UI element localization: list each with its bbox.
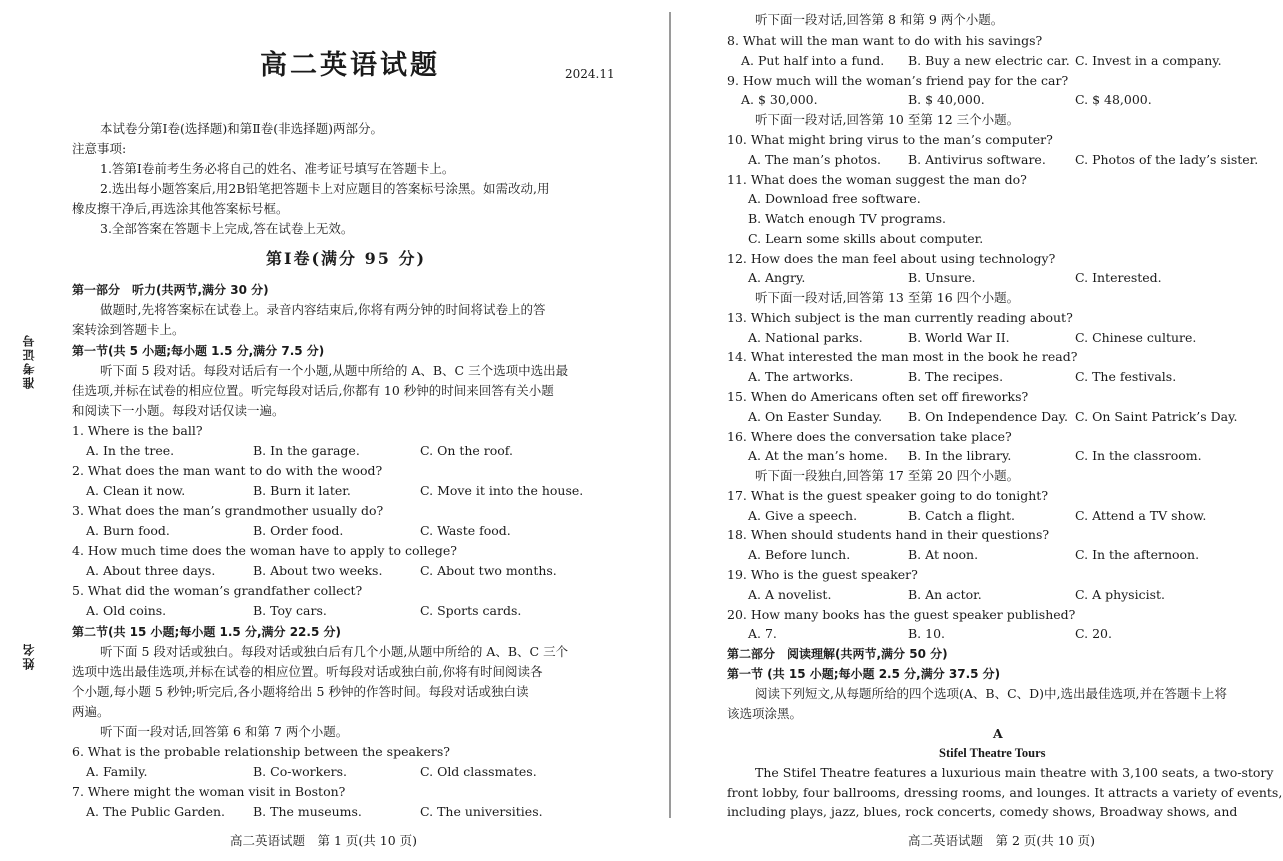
part2-heading: 第二部分 阅读理解(共两节,满分 50 分) bbox=[727, 647, 948, 661]
page-footer: 高二英语试题 第 1 页(共 10 页) bbox=[230, 833, 418, 848]
question-stem: 8. What will the man want to do with his savings? bbox=[727, 33, 1043, 48]
option-b: B. The museums. bbox=[253, 804, 362, 819]
section1-instruction: 佳选项,并标在试卷的相应位置。听完每段对话后,你都有 10 秒钟的时间来回答有关小题 bbox=[72, 383, 554, 398]
option-a: A. Clean it now. bbox=[86, 483, 186, 498]
option-b: B. In the garage. bbox=[253, 443, 360, 458]
section2-instruction: 个小题,每小题 5 秒钟;听完后,各小题将给出 5 秒钟的作答时间。每段对话或独白读 bbox=[72, 684, 529, 699]
question-stem: 20. How many books has the guest speaker published? bbox=[727, 607, 1076, 622]
option-c: C. Invest in a company. bbox=[1075, 53, 1222, 68]
section2-heading: 第二节(共 15 小题;每小题 1.5 分,满分 22.5 分) bbox=[72, 625, 341, 639]
question-stem: 17. What is the guest speaker going to do tonight? bbox=[727, 488, 1049, 503]
option-a: A. On Easter Sunday. bbox=[748, 409, 883, 424]
option-a: A. About three days. bbox=[86, 563, 216, 578]
question-stem: 3. What does the man’s grandmother usually do? bbox=[72, 503, 384, 518]
option-a: A. Before lunch. bbox=[748, 547, 851, 562]
volume-title: 第Ⅰ卷(满分 95 分) bbox=[266, 249, 427, 268]
option-c: C. Sports cards. bbox=[420, 603, 522, 618]
passage-line: front lobby, four ballrooms, dressing rooms, and lounges. It attracts a variety of events, bbox=[727, 785, 1283, 800]
section1-instruction: 听下面 5 段对话。每段对话后有一个小题,从题中所给的 A、B、C 三个选项中选出最 bbox=[100, 363, 569, 378]
option-a: A. 7. bbox=[748, 626, 777, 641]
option-c: C. Old classmates. bbox=[420, 764, 537, 779]
option-b: B. Catch a flight. bbox=[908, 508, 1016, 523]
option-c: C. $ 48,000. bbox=[1075, 92, 1152, 107]
option-b: B. Toy cars. bbox=[253, 603, 327, 618]
option-b: B. An actor. bbox=[908, 587, 982, 602]
option-c: C. Learn some skills about computer. bbox=[748, 231, 984, 246]
option-b: B. About two weeks. bbox=[253, 563, 383, 578]
option-c: C. On the roof. bbox=[420, 443, 513, 458]
section2-instruction: 两遍。 bbox=[72, 704, 110, 719]
part1-instruction: 做题时,先将答案标在试卷上。录音内容结束后,你将有两分钟的时间将试卷上的答 bbox=[100, 302, 546, 317]
intro-line: 2.选出每小题答案后,用2B铅笔把答题卡上对应题目的答案标号涂黑。如需改动,用 bbox=[100, 181, 550, 196]
passage-letter: A bbox=[993, 726, 1003, 741]
question-stem: 15. When do Americans often set off fireworks? bbox=[727, 389, 1029, 404]
dialog-intro: 听下面一段对话,回答第 6 和第 7 两个小题。 bbox=[100, 724, 349, 739]
part2-instruction: 该选项涂黑。 bbox=[727, 706, 803, 721]
option-a: A. Give a speech. bbox=[748, 508, 858, 523]
part1-instruction: 案转涂到答题卡上。 bbox=[72, 322, 185, 337]
section2-instruction: 听下面 5 段对话或独白。每段对话或独白后有几个小题,从题中所给的 A、B、C 三个 bbox=[100, 644, 569, 659]
option-b: B. $ 40,000. bbox=[908, 92, 985, 107]
option-a: A. Put half into a fund. bbox=[741, 53, 885, 68]
monologue-intro: 听下面一段独白,回答第 17 至第 20 四个小题。 bbox=[755, 468, 1020, 483]
option-c: C. On Saint Patrick’s Day. bbox=[1075, 409, 1238, 424]
option-c: C. 20. bbox=[1075, 626, 1112, 641]
page-divider bbox=[669, 12, 671, 818]
question-stem: 1. Where is the ball? bbox=[72, 423, 203, 438]
question-stem: 11. What does the woman suggest the man do? bbox=[727, 172, 1027, 187]
option-b: B. Watch enough TV programs. bbox=[748, 211, 946, 226]
option-a: A. Burn food. bbox=[86, 523, 170, 538]
question-stem: 7. Where might the woman visit in Boston? bbox=[72, 784, 346, 799]
option-a: A. A novelist. bbox=[748, 587, 832, 602]
option-b: B. On Independence Day. bbox=[908, 409, 1068, 424]
question-stem: 13. Which subject is the man currently reading about? bbox=[727, 310, 1073, 325]
option-b: B. The recipes. bbox=[908, 369, 1004, 384]
option-a: A. The Public Garden. bbox=[86, 804, 226, 819]
question-stem: 16. Where does the conversation take place? bbox=[727, 429, 1012, 444]
passage-line: The Stifel Theatre features a luxurious main theatre with 3,100 seats, a two-story bbox=[755, 765, 1274, 780]
question-stem: 9. How much will the woman’s friend pay for the car? bbox=[727, 73, 1069, 88]
option-a: A. Download free software. bbox=[748, 191, 921, 206]
option-c: C. Move it into the house. bbox=[420, 483, 584, 498]
dialog-intro: 听下面一段对话,回答第 10 至第 12 三个小题。 bbox=[755, 112, 1020, 127]
option-c: C. Chinese culture. bbox=[1075, 330, 1197, 345]
option-c: C. Photos of the lady’s sister. bbox=[1075, 152, 1259, 167]
question-stem: 6. What is the probable relationship between the speakers? bbox=[72, 744, 450, 759]
part2-section1-heading: 第一节 (共 15 小题;每小题 2.5 分,满分 37.5 分) bbox=[727, 667, 1001, 681]
passage-line: including plays, jazz, blues, rock concerts, comedy shows, Broadway shows, and bbox=[727, 804, 1238, 819]
option-b: B. Co-workers. bbox=[253, 764, 347, 779]
option-a: A. The man’s photos. bbox=[748, 152, 881, 167]
option-b: B. At noon. bbox=[908, 547, 979, 562]
section1-heading: 第一节(共 5 小题;每小题 1.5 分,满分 7.5 分) bbox=[72, 344, 325, 358]
question-stem: 19. Who is the guest speaker? bbox=[727, 567, 918, 582]
part2-instruction: 阅读下列短文,从每题所给的四个选项(A、B、C、D)中,选出最佳选项,并在答题卡上将 bbox=[755, 686, 1227, 701]
option-c: C. Interested. bbox=[1075, 270, 1162, 285]
option-a: A. Old coins. bbox=[86, 603, 167, 618]
question-stem: 18. When should students hand in their questions? bbox=[727, 527, 1050, 542]
section2-instruction: 选项中选出最佳选项,并标在试卷的相应位置。听每段对话或独白前,你将有时间阅读各 bbox=[72, 664, 543, 679]
option-c: C. Waste food. bbox=[420, 523, 511, 538]
intro-line: 1.答第Ⅰ卷前考生务必将自己的姓名、准考证号填写在答题卡上。 bbox=[100, 161, 455, 176]
option-b: B. Unsure. bbox=[908, 270, 976, 285]
option-c: C. The universities. bbox=[420, 804, 543, 819]
page-title: 高二英语试题 bbox=[260, 50, 440, 81]
part1-heading: 第一部分 听力(共两节,满分 30 分) bbox=[72, 283, 269, 297]
option-a: A. Family. bbox=[86, 764, 148, 779]
option-b: B. World War II. bbox=[908, 330, 1010, 345]
option-b: B. In the library. bbox=[908, 448, 1012, 463]
option-c: C. In the afternoon. bbox=[1075, 547, 1200, 562]
option-c: C. A physicist. bbox=[1075, 587, 1166, 602]
passage-title: Stifel Theatre Tours bbox=[939, 746, 1046, 760]
intro-line: 注意事项: bbox=[72, 141, 127, 156]
section1-instruction: 和阅读下一小题。每段对话仅读一遍。 bbox=[72, 403, 285, 418]
option-c: C. In the classroom. bbox=[1075, 448, 1202, 463]
question-stem: 14. What interested the man most in the book he read? bbox=[727, 349, 1078, 364]
name-label: 姓名 bbox=[22, 642, 36, 670]
option-b: B. Order food. bbox=[253, 523, 344, 538]
dialog-intro: 听下面一段对话,回答第 8 和第 9 两个小题。 bbox=[755, 12, 1004, 27]
dialog-intro: 听下面一段对话,回答第 13 至第 16 四个小题。 bbox=[755, 290, 1020, 305]
question-stem: 10. What might bring virus to the man’s computer? bbox=[727, 132, 1053, 147]
option-c: C. About two months. bbox=[420, 563, 557, 578]
question-stem: 5. What did the woman’s grandfather collect? bbox=[72, 583, 363, 598]
question-stem: 2. What does the man want to do with the wood? bbox=[72, 463, 383, 478]
option-a: A. At the man’s home. bbox=[748, 448, 888, 463]
option-b: B. 10. bbox=[908, 626, 946, 641]
option-c: C. The festivals. bbox=[1075, 369, 1177, 384]
option-a: A. National parks. bbox=[748, 330, 863, 345]
intro-line: 本试卷分第Ⅰ卷(选择题)和第Ⅱ卷(非选择题)两部分。 bbox=[100, 121, 383, 136]
option-c: C. Attend a TV show. bbox=[1075, 508, 1207, 523]
option-a: A. In the tree. bbox=[86, 443, 175, 458]
page-footer: 高二英语试题 第 2 页(共 10 页) bbox=[908, 833, 1096, 848]
option-a: A. $ 30,000. bbox=[741, 92, 818, 107]
exam-date: 2024.11 bbox=[565, 67, 615, 81]
question-stem: 4. How much time does the woman have to apply to college? bbox=[72, 543, 457, 558]
option-b: B. Antivirus software. bbox=[908, 152, 1046, 167]
option-a: A. Angry. bbox=[748, 270, 806, 285]
intro-line: 3.全部答案在答题卡上完成,答在试卷上无效。 bbox=[100, 221, 354, 236]
exam-id-label: 准考证号 bbox=[22, 333, 36, 389]
question-stem: 12. How does the man feel about using technology? bbox=[727, 251, 1056, 266]
option-b: B. Burn it later. bbox=[253, 483, 351, 498]
intro-line: 橡皮擦干净后,再选涂其他答案标号框。 bbox=[72, 201, 289, 216]
option-b: B. Buy a new electric car. bbox=[908, 53, 1070, 68]
option-a: A. The artworks. bbox=[748, 369, 854, 384]
